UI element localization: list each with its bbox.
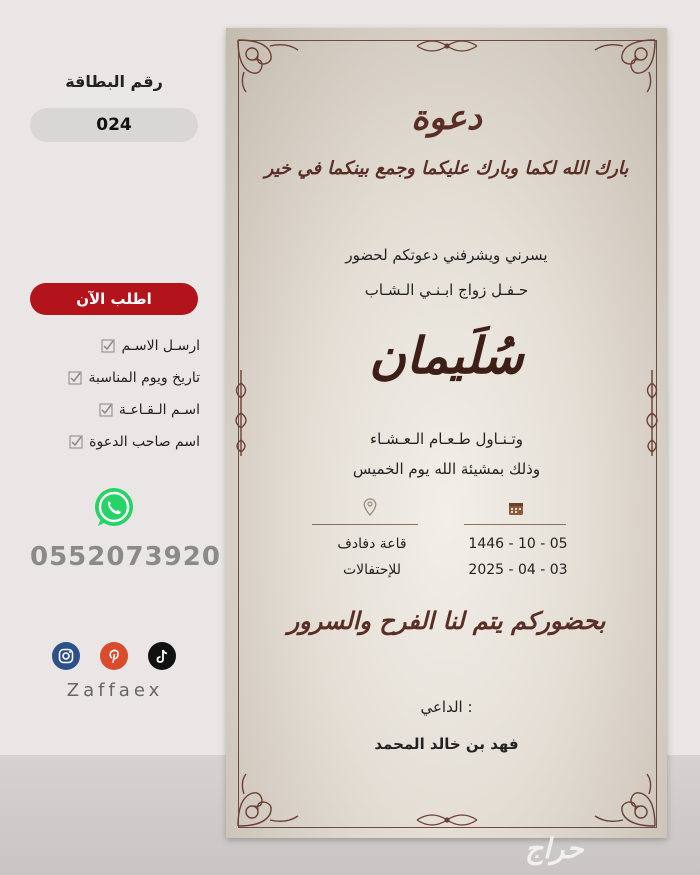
divider <box>464 524 566 525</box>
blessing-text: بارك الله لكما وبارك عليكما وجمع بينكما في خير <box>264 158 629 179</box>
corner-ornament-icon <box>589 770 659 830</box>
requirement-text: اسـم الـقـاعـة <box>118 402 200 418</box>
closing-text: بحضوركم يتم لنا الفرح والسرور <box>287 606 606 635</box>
list-item <box>30 394 200 426</box>
list-item <box>30 426 200 458</box>
check-icon <box>101 339 115 353</box>
list-item <box>30 362 200 394</box>
requirement-text: ارسـل الاسـم <box>121 338 200 354</box>
pinterest-icon[interactable] <box>100 642 128 670</box>
check-icon <box>69 435 83 449</box>
requirement-text: تاريخ ويوم المناسبة <box>88 370 200 386</box>
list-item <box>30 330 200 362</box>
order-now-button[interactable]: اطلب الآن <box>30 283 198 315</box>
invite-line-1: يسرني ويشرفني دعوتكم لحضور <box>345 246 548 264</box>
date-gregorian: 2025 - 04 - 03 <box>468 562 568 578</box>
corner-ornament-icon <box>234 36 304 96</box>
invite-line-2: حـفـل زواج ابـنـي الـشـاب <box>364 281 529 299</box>
host-label: الداعي : <box>420 698 473 716</box>
check-icon <box>99 403 113 417</box>
tiktok-icon[interactable] <box>148 642 176 670</box>
card-number-badge: 024 <box>30 108 198 142</box>
social-links <box>52 642 176 670</box>
corner-ornament-icon <box>234 770 304 830</box>
watermark-logo: حراج <box>525 832 584 865</box>
card-number-label: رقم البطاقة <box>65 72 163 91</box>
corner-ornament-icon <box>589 36 659 96</box>
invite-line-4: وذلك بمشيئة الله يوم الخميس <box>352 460 541 478</box>
invitation-card <box>226 28 667 838</box>
groom-name: سُلَيمان <box>369 326 524 385</box>
location-pin-icon <box>362 498 378 516</box>
left-panel <box>0 0 225 875</box>
bottom-ornament-icon <box>412 810 482 830</box>
venue-subtitle: للإحتفالات <box>342 562 401 578</box>
whatsapp-icon[interactable] <box>92 486 136 530</box>
venue-name: قاعة دفادف <box>337 536 407 552</box>
brand-name: Zaffaex <box>66 680 164 701</box>
invite-line-3: وتـنـاول طـعـام الـعـشـاء <box>370 430 523 448</box>
divider <box>312 524 418 525</box>
phone-number[interactable]: 0552073920 <box>30 542 221 572</box>
host-name: فهد بن خالد المحمد <box>374 735 519 753</box>
calendar-icon <box>508 500 524 516</box>
invitation-title: دعوة <box>411 98 482 138</box>
requirements-list <box>30 330 200 458</box>
instagram-icon[interactable] <box>52 642 80 670</box>
top-ornament-icon <box>412 36 482 56</box>
requirement-text: اسم صاحب الدعوة <box>89 434 200 450</box>
check-icon <box>68 371 82 385</box>
date-hijri: 1446 - 10 - 05 <box>468 536 568 552</box>
